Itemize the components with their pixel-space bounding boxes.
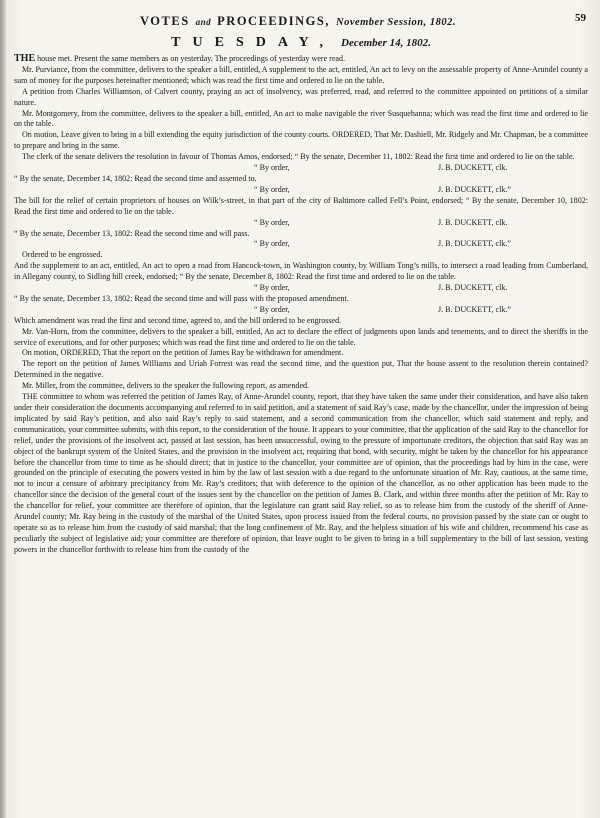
paragraph: THE house met. Present the same members as on yesterday. The proceedings of yesterday were read. xyxy=(14,53,346,64)
paragraph: Which amendment was read the first and second time, agreed to, and the bill ordered to be engrossed. xyxy=(14,315,342,325)
clerk-signature: J. B. DUCKETT, clk.” xyxy=(438,304,511,314)
paragraph: The bill for the relief of certain proprietors of houses on Wilk’s-street, in that part of the city of Baltimore called Fell’s Point, endorsed; “ By the senate, December 10, 1802: Read the first time and ordered to lie on the table. xyxy=(14,195,588,216)
by-order: “ By order, xyxy=(254,239,290,249)
paragraph: Mr. Purviance, from the committee, delivers to the speaker a bill, entitled, A supplement to the act, entitled, An act to levy on the assessable property of Anne-Arundel county a sum of money for the purposes hereinafter mentioned; which was read the first time and ordered to lie on the table. xyxy=(14,64,588,85)
paragraph: The clerk of the senate delivers the resolution in favour of Thomas Amos, endorsed; “ By the senate, December 11, 1802: Read the first time and ordered to lie on the table. xyxy=(22,152,575,162)
clerk-signature: J. B. DUCKETT, clk. xyxy=(438,283,508,293)
signature-block xyxy=(14,283,588,294)
signature-block xyxy=(14,239,588,250)
signature-block xyxy=(14,163,588,174)
paragraph: A petition from Charles Williamson, of Calvert county, praying an act of insolvency, was preferred, read, and referred to the committee appointed on petitions of a similar nature. xyxy=(14,86,588,107)
lead-word: THE xyxy=(14,53,36,64)
title-and: and xyxy=(195,17,212,27)
signature-block xyxy=(14,218,588,229)
journal-body xyxy=(14,54,588,556)
page-number: 59 xyxy=(575,12,586,24)
day-name: TUESDAY, xyxy=(171,35,336,50)
clerk-signature: J. B. DUCKETT, clk.” xyxy=(438,239,511,249)
running-head xyxy=(14,14,588,29)
committee-report: THE committee to whom was referred the petition of James Ray, of Anne-Arundel county, report, that they have taken the same under their consideration, and have also taken under their consideration the documents accompanying and referred to in said petition, and a statement of said Ray’s case, made by the chancellor, under the impression of being implicated by said Ray’s petition, and also said Ray’s reply to said statement, and a second communication from the chancellor, which said statement and reply, and communication, your committee submits, with this report, to the consideration of the house. It appears to your committee, that the application of the said Ray to the chancellor for relief, under the provisions of the insolvent act, passed at last session, has been unsuccessful, owing to the pressure of importunate creditors, the objection that said Ray was an object of the bankrupt system of the United States, and the provision in the insolvent act, requiring that bond, with security, might be taken by the chancellor for his appearance before the chancellor from time to time as he should direct; that in justice to the chancellor, your committee are of opinion, that the proceedings had by him in the case, were grounded on the principle of executing the powers vested in him by the law of last session with a due regard to the unfortunate situation of Mr. Ray, cautious, at the same time, not to incur a censure of arbitrary precipitancy from Mr. Ray’s creditors; that with deference to the opinion of the chancellor, as no other application has been made to the chancellor since the decision of the general court of the issues sent by the chancellor on the petition of James B. Clark, and within three months after the petition of Mr. Ray to the chancellor for relief, your committee are therefore of opinion, that the legislature can grant said Ray relief, so as to release him from the custody of the sheriff of Anne-Arundel county; Mr. Ray being in the custody of the marshal of the United States, upon process issued from the federal courts, no provision passed by the state can or ought to operate so as to release him from the custody of said marshal; that the long confinement of Mr. Ray, and the helpless situation of his wife and children, recommend his case as peculiarly the subject of legislative aid; your committee are therefore of opinion, that leave ought to be given to bring in a bill supplementary to the bill of last session, vesting powers in the chancellor forthwith to release him from the custody of the xyxy=(14,392,588,554)
clerk-signature: J. B. DUCKETT, clk. xyxy=(438,163,508,173)
paragraph: And the supplement to an act, entitled, An act to open a road from Hancock-town, in Washington county, by William Tong’s mills, to intersect a road leading from Cumberland, in Allegany county, to Sidling hill creek, endorsed; “ By the senate, December 8, 1802: Read the first time and ordered to lie on the table. xyxy=(14,261,588,282)
by-order: “ By order, xyxy=(254,184,290,194)
paragraph: Mr. Miller, from the committee, delivers to the speaker the following report, as amended. xyxy=(22,381,310,391)
signature-block xyxy=(14,305,588,316)
senate-endorsement: “ By the senate, December 13, 1802: Read the second time and will pass. xyxy=(14,228,250,238)
title-votes: VOTES xyxy=(140,14,190,28)
day-date: December 14, 1802. xyxy=(341,37,431,49)
order-engrossed: Ordered to be engrossed. xyxy=(22,250,103,260)
title-session: November Session, 1802. xyxy=(335,17,456,28)
title-proceedings: PROCEEDINGS, xyxy=(217,14,330,28)
day-heading xyxy=(14,35,588,51)
signature-block xyxy=(14,185,588,196)
paragraph: Mr. Montgomery, from the committee, delivers to the speaker a bill, entitled, An act to make navigable the river Susquehanna; which was read the first time and ordered to lie on the table. xyxy=(14,108,588,129)
scan-edge xyxy=(0,0,6,818)
by-order: “ By order, xyxy=(254,163,290,173)
by-order: “ By order, xyxy=(254,217,290,227)
by-order: “ By order, xyxy=(254,283,290,293)
clerk-signature: J. B. DUCKETT, clk. xyxy=(438,217,508,227)
paragraph: Mr. Van-Horn, from the committee, delivers to the speaker a bill, entitled, An act to declare the effect of judgments upon lands and tenements, and to direct the sheriffs in the service of executions, and for other purposes; which was read the first time and ordered to lie on the table. xyxy=(14,326,588,347)
paragraph: On motion, Leave given to bring in a bill extending the equity jurisdiction of the county courts. ORDERED, That Mr. Dashiell, Mr. Ridgely and Mr. Chapman, be a committee to prepare and bring in the same. xyxy=(14,130,588,151)
paragraph: On motion, ORDERED, That the report on the petition of James Ray be withdrawn for amendment. xyxy=(22,348,344,358)
senate-endorsement: “ By the senate, December 14, 1802: Read the second time and assented to. xyxy=(14,173,257,183)
by-order: “ By order, xyxy=(254,304,290,314)
paragraph: The report on the petition of James Williams and Uriah Forrest was read the second time, and the question put, That the house assent to the resolution therein contained? Determined in the negative. xyxy=(14,359,588,380)
clerk-signature: J. B. DUCKETT, clk.” xyxy=(438,184,511,194)
senate-endorsement: “ By the senate, December 13, 1802: Read the second time and will pass with the proposed amendment. xyxy=(14,293,349,303)
